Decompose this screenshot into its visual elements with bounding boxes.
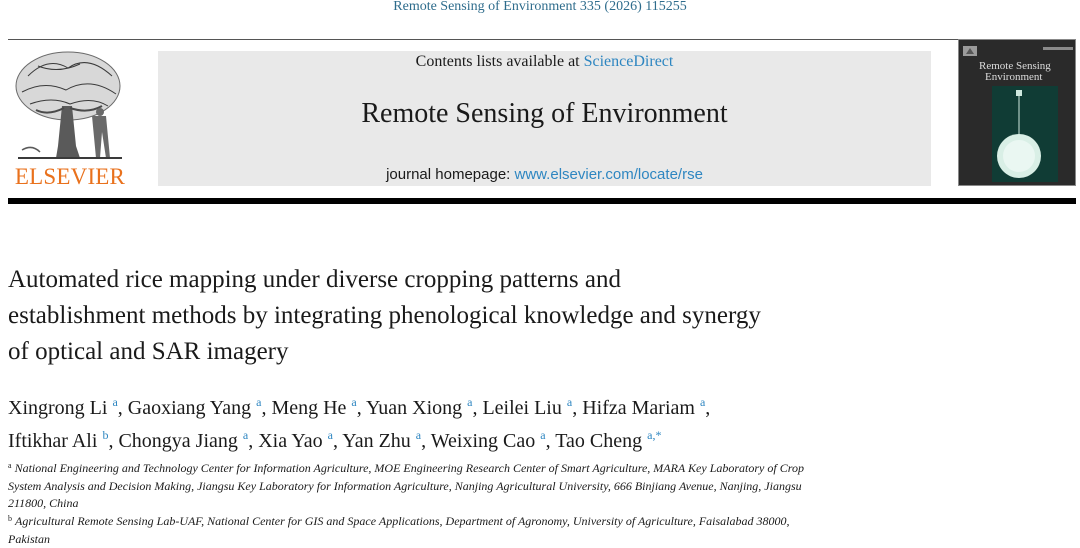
author-name: Iftikhar Ali	[8, 430, 97, 452]
author-name: Yan Zhu	[342, 430, 411, 452]
journal-masthead	[158, 51, 931, 186]
cover-artwork	[992, 86, 1058, 182]
author-affiliation-link[interactable]: a	[416, 428, 421, 442]
affiliation-b	[8, 510, 928, 548]
homepage-link[interactable]: www.elsevier.com/locate/rse	[515, 166, 703, 183]
author-affiliation-link[interactable]: a	[567, 395, 572, 409]
header-rule	[8, 39, 1076, 40]
affiliation-a	[8, 457, 928, 513]
author-affiliation-link[interactable]: a	[243, 428, 248, 442]
homepage-prefix: journal homepage:	[386, 166, 514, 183]
title-line-1: Automated rice mapping under diverse cropping patterns and	[8, 262, 968, 298]
affiliation-a-line2: System Analysis and Decision Making, Jiangsu Key Laboratory for Information Agriculture, Nanjing Agricultural University, 666 Binjiang Avenue, Nanjing, Jiangsu	[8, 478, 928, 496]
author-line-2: Iftikhar Ali $^b$, Chongya Jiang $^a$, Xia Yao $^a$, Yan Zhu $^a$, Weixing Cao $^a$, Tao Cheng $^{a,*}$	[8, 422, 1008, 455]
masthead-rule	[8, 198, 1076, 204]
contents-prefix: Contents lists available at	[416, 53, 584, 70]
author-name: Xia Yao	[258, 430, 322, 452]
author-affiliation-link[interactable]: a	[467, 395, 472, 409]
affiliation-a-line3: 211800, China	[8, 495, 928, 513]
affiliation-b-line1	[8, 510, 928, 531]
journal-cover[interactable]	[958, 39, 1076, 186]
cover-title-line2: Environment	[979, 72, 1075, 83]
affiliation-b-line2: Pakistan	[8, 531, 928, 548]
affiliation-text: Agricultural Remote Sensing Lab-UAF, National Center for GIS and Space Applications, Department of Agronomy, University of Agriculture, Faisalabad 38000,	[15, 514, 790, 528]
author-affiliation-link[interactable]: a	[540, 428, 545, 442]
author-affiliation-link[interactable]: a,*	[647, 428, 661, 442]
author-affiliation-link[interactable]: a	[328, 428, 333, 442]
journal-citation[interactable]: Remote Sensing of Environment 335 (2026) 115255	[0, 0, 1080, 15]
cover-art-icon	[992, 86, 1058, 182]
title-line-3: of optical and SAR imagery	[8, 334, 968, 370]
author-line-1: Xingrong Li $^a$, Gaoxiang Yang $^a$, Meng He $^a$, Yuan Xiong $^a$, Leilei Liu $^a$, Hifza Mariam $^a$,	[8, 389, 1008, 422]
affiliation-a-line1	[8, 457, 928, 478]
author-name: Chongya Jiang	[118, 430, 237, 452]
author-name: Meng He	[271, 397, 346, 419]
elsevier-tree-icon	[8, 46, 132, 164]
affiliation-text: National Engineering and Technology Center for Information Agriculture, MOE Engineering Research Center of Smart Agriculture, MARA Key Laboratory of Crop	[15, 461, 804, 475]
author-name: Yuan Xiong	[366, 397, 462, 419]
author-name: Weixing Cao	[431, 430, 535, 452]
author-name: Leilei Liu	[482, 397, 561, 419]
affiliation-label: a	[8, 461, 12, 470]
author-name: Gaoxiang Yang	[128, 397, 251, 419]
author-affiliation-link[interactable]: a	[700, 395, 705, 409]
cover-title	[979, 61, 1075, 83]
elsevier-logo[interactable]	[8, 46, 132, 188]
homepage-line	[158, 166, 931, 183]
author-affiliation-link[interactable]: a	[351, 395, 356, 409]
elsevier-mini-logo-icon	[963, 46, 977, 56]
author-list	[8, 389, 1008, 455]
author-affiliation-link[interactable]: a	[112, 395, 117, 409]
cover-issue-mark	[1043, 47, 1073, 50]
affiliation-label: b	[8, 514, 12, 523]
cover-title-line1: Remote Sensing	[979, 61, 1075, 72]
author-name: Tao Cheng	[555, 430, 642, 452]
article-title	[8, 262, 968, 370]
author-affiliation-link[interactable]: b	[102, 428, 108, 442]
author-affiliation-link[interactable]: a	[256, 395, 261, 409]
elsevier-wordmark: ELSEVIER	[8, 164, 132, 190]
author-name: Xingrong Li	[8, 397, 107, 419]
journal-name: Remote Sensing of Environment	[158, 98, 931, 130]
contents-line	[158, 53, 931, 71]
sciencedirect-link[interactable]: ScienceDirect	[584, 53, 674, 70]
author-name: Hifza Mariam	[582, 397, 695, 419]
title-line-2: establishment methods by integrating phenological knowledge and synergy	[8, 298, 968, 334]
